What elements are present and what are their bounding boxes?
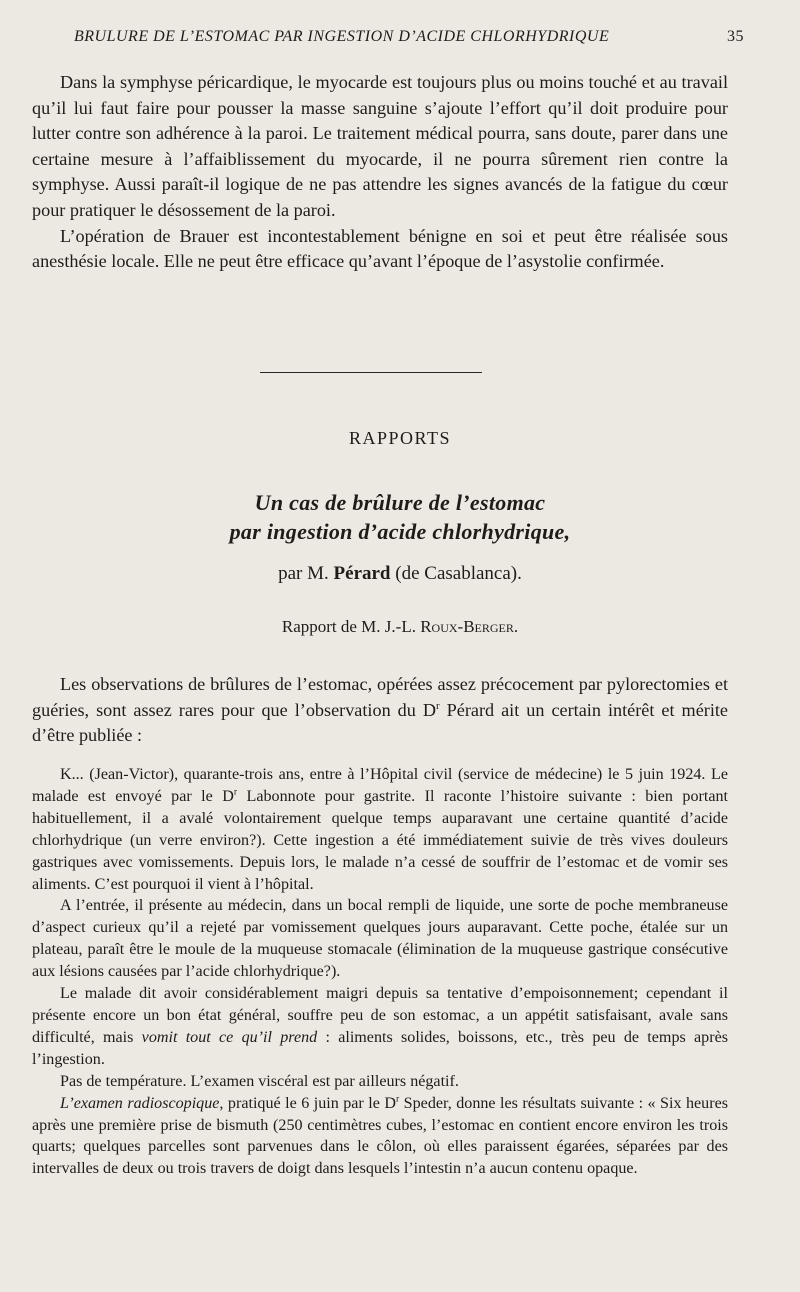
- byline-suffix: (de Casablanca).: [395, 563, 522, 584]
- observation-paragraph-3: [32, 983, 728, 1071]
- lead-text: [32, 672, 728, 749]
- obs-p1-b: Labonnote pour gastrite. Il raconte l’histoire suivante : bien portant habituellement, il a avalé volontairement quelque temps auparavant une certaine quantité d’acide chlorhydrique (un verre environ?). Cette ingestion a été immédiatement suivie de très vives douleurs gastriques avec vomissements. Depuis lors, le malade n’a cessé de souffrir de l’estomac et de vomir ses aliments. C’est pourquoi il vient à l’hôpital.: [32, 787, 728, 893]
- running-title: BRULURE DE L’ESTOMAC PAR INGESTION D’ACIDE CHLORHYDRIQUE: [74, 28, 610, 45]
- lead-sup: r: [436, 699, 440, 712]
- observation-paragraph-1: [32, 764, 728, 895]
- section-divider: [260, 372, 482, 373]
- lead-text-a: Les observations de brûlures de l’estomac, opérées assez précocement par pylorectomies et guéries, sont assez rares pour que l’observation du D: [32, 674, 728, 720]
- obs-p5-a: , pratiqué le 6 juin par le D: [219, 1094, 396, 1112]
- intro-paragraph-2: L’opération de Brauer est incontestablement bénigne en soi et peut être réalisée sous anesthésie locale. Elle ne peut être efficace qu’avant l’époque de l’asystolie confirmée.: [32, 225, 728, 272]
- byline: [0, 563, 800, 585]
- article-title-line-2: par ingestion d’acide chlorhydrique,: [229, 519, 571, 544]
- article-title-line-1: Un cas de brûlure de l’estomac: [254, 490, 546, 515]
- observation-paragraph-5: [32, 1093, 728, 1181]
- obs-p3-b: : aliments solides, boissons, etc., très peu de temps après l’ingestion.: [32, 1028, 728, 1068]
- observation-text: [32, 764, 728, 1180]
- obs-p5-italic: L’examen radioscopique: [60, 1094, 220, 1112]
- observation-paragraph-4: Pas de température. L’examen viscéral est par ailleurs négatif.: [60, 1072, 459, 1090]
- obs-p5-b: Speder, donne les résultats suivante : « Six heures après une première prise de bismuth (250 centimètres cubes, l’estomac en contient encore environ les trois quarts; quelques parcelles sont parvenues dans le côlon, où elles paraissent égarées, séparées par des intervalles de deux ou trois travers de doigt dans lesquels l’intestin n’a aucun contenu opaque.: [32, 1094, 728, 1178]
- obs-p1-sup: r: [233, 786, 238, 798]
- byline-prefix: par M.: [278, 563, 329, 584]
- intro-text: [32, 70, 728, 275]
- obs-p3-a: Le malade dit avoir considérablement maigri depuis sa tentative d’empoisonnement; cependant il présente encore un bon état général, souffre peu de son estomac, a un appétit satisfaisant, avale sans difficulté, mais: [32, 985, 728, 1046]
- report-prefix: Rapport de M. J.-L.: [281, 617, 416, 636]
- report-attribution: [0, 617, 800, 637]
- page-number: 35: [727, 28, 744, 45]
- observation-paragraph-2: A l’entrée, il présente au médecin, dans un bocal rempli de liquide, une sorte de poche membraneuse d’aspect curieux qu’il a rejeté par vomissement quelques jours auparavant. Cette poche, étalée sur un plateau, paraît être le moule de la muqueuse stomacale (élimination de la muqueuse gastrique consécutive aux lésions causées par l’acide chlorhydrique?).: [32, 897, 728, 981]
- running-head: [0, 28, 800, 52]
- report-author: Roux-Berger.: [420, 617, 519, 636]
- obs-p3-italic: vomit tout ce qu’il prend: [141, 1028, 318, 1046]
- section-heading: RAPPORTS: [349, 428, 451, 448]
- lead-paragraph: [32, 672, 728, 749]
- byline-author: Pérard: [333, 563, 391, 584]
- article-title: [0, 488, 800, 546]
- intro-paragraph-1: Dans la symphyse péricardique, le myocarde est toujours plus ou moins touché et au travail qu’il lui faut faire pour pousser la masse sanguine s’ajoute l’effort qu’il doit produire pour lutter contre son adhérence à la paroi. Le traitement médical pourra, sans doute, parer dans une certaine mesure à l’affaiblissement du myocarde, il ne pourra sûrement rien contre la symphyse. Aussi paraît-il logique de ne pas attendre les signes avancés de la fatigue du cœur pour pratiquer le désossement de la paroi.: [32, 72, 728, 220]
- lead-text-b: Pérard ait un certain intérêt et mérite d’être publiée :: [32, 699, 728, 746]
- obs-p5-sup: r: [395, 1093, 400, 1105]
- obs-p1-a: K... (Jean-Victor), quarante-trois ans, entre à l’Hôpital civil (service de médecine) le 5 juin 1924. Le malade est envoyé par le D: [32, 766, 728, 805]
